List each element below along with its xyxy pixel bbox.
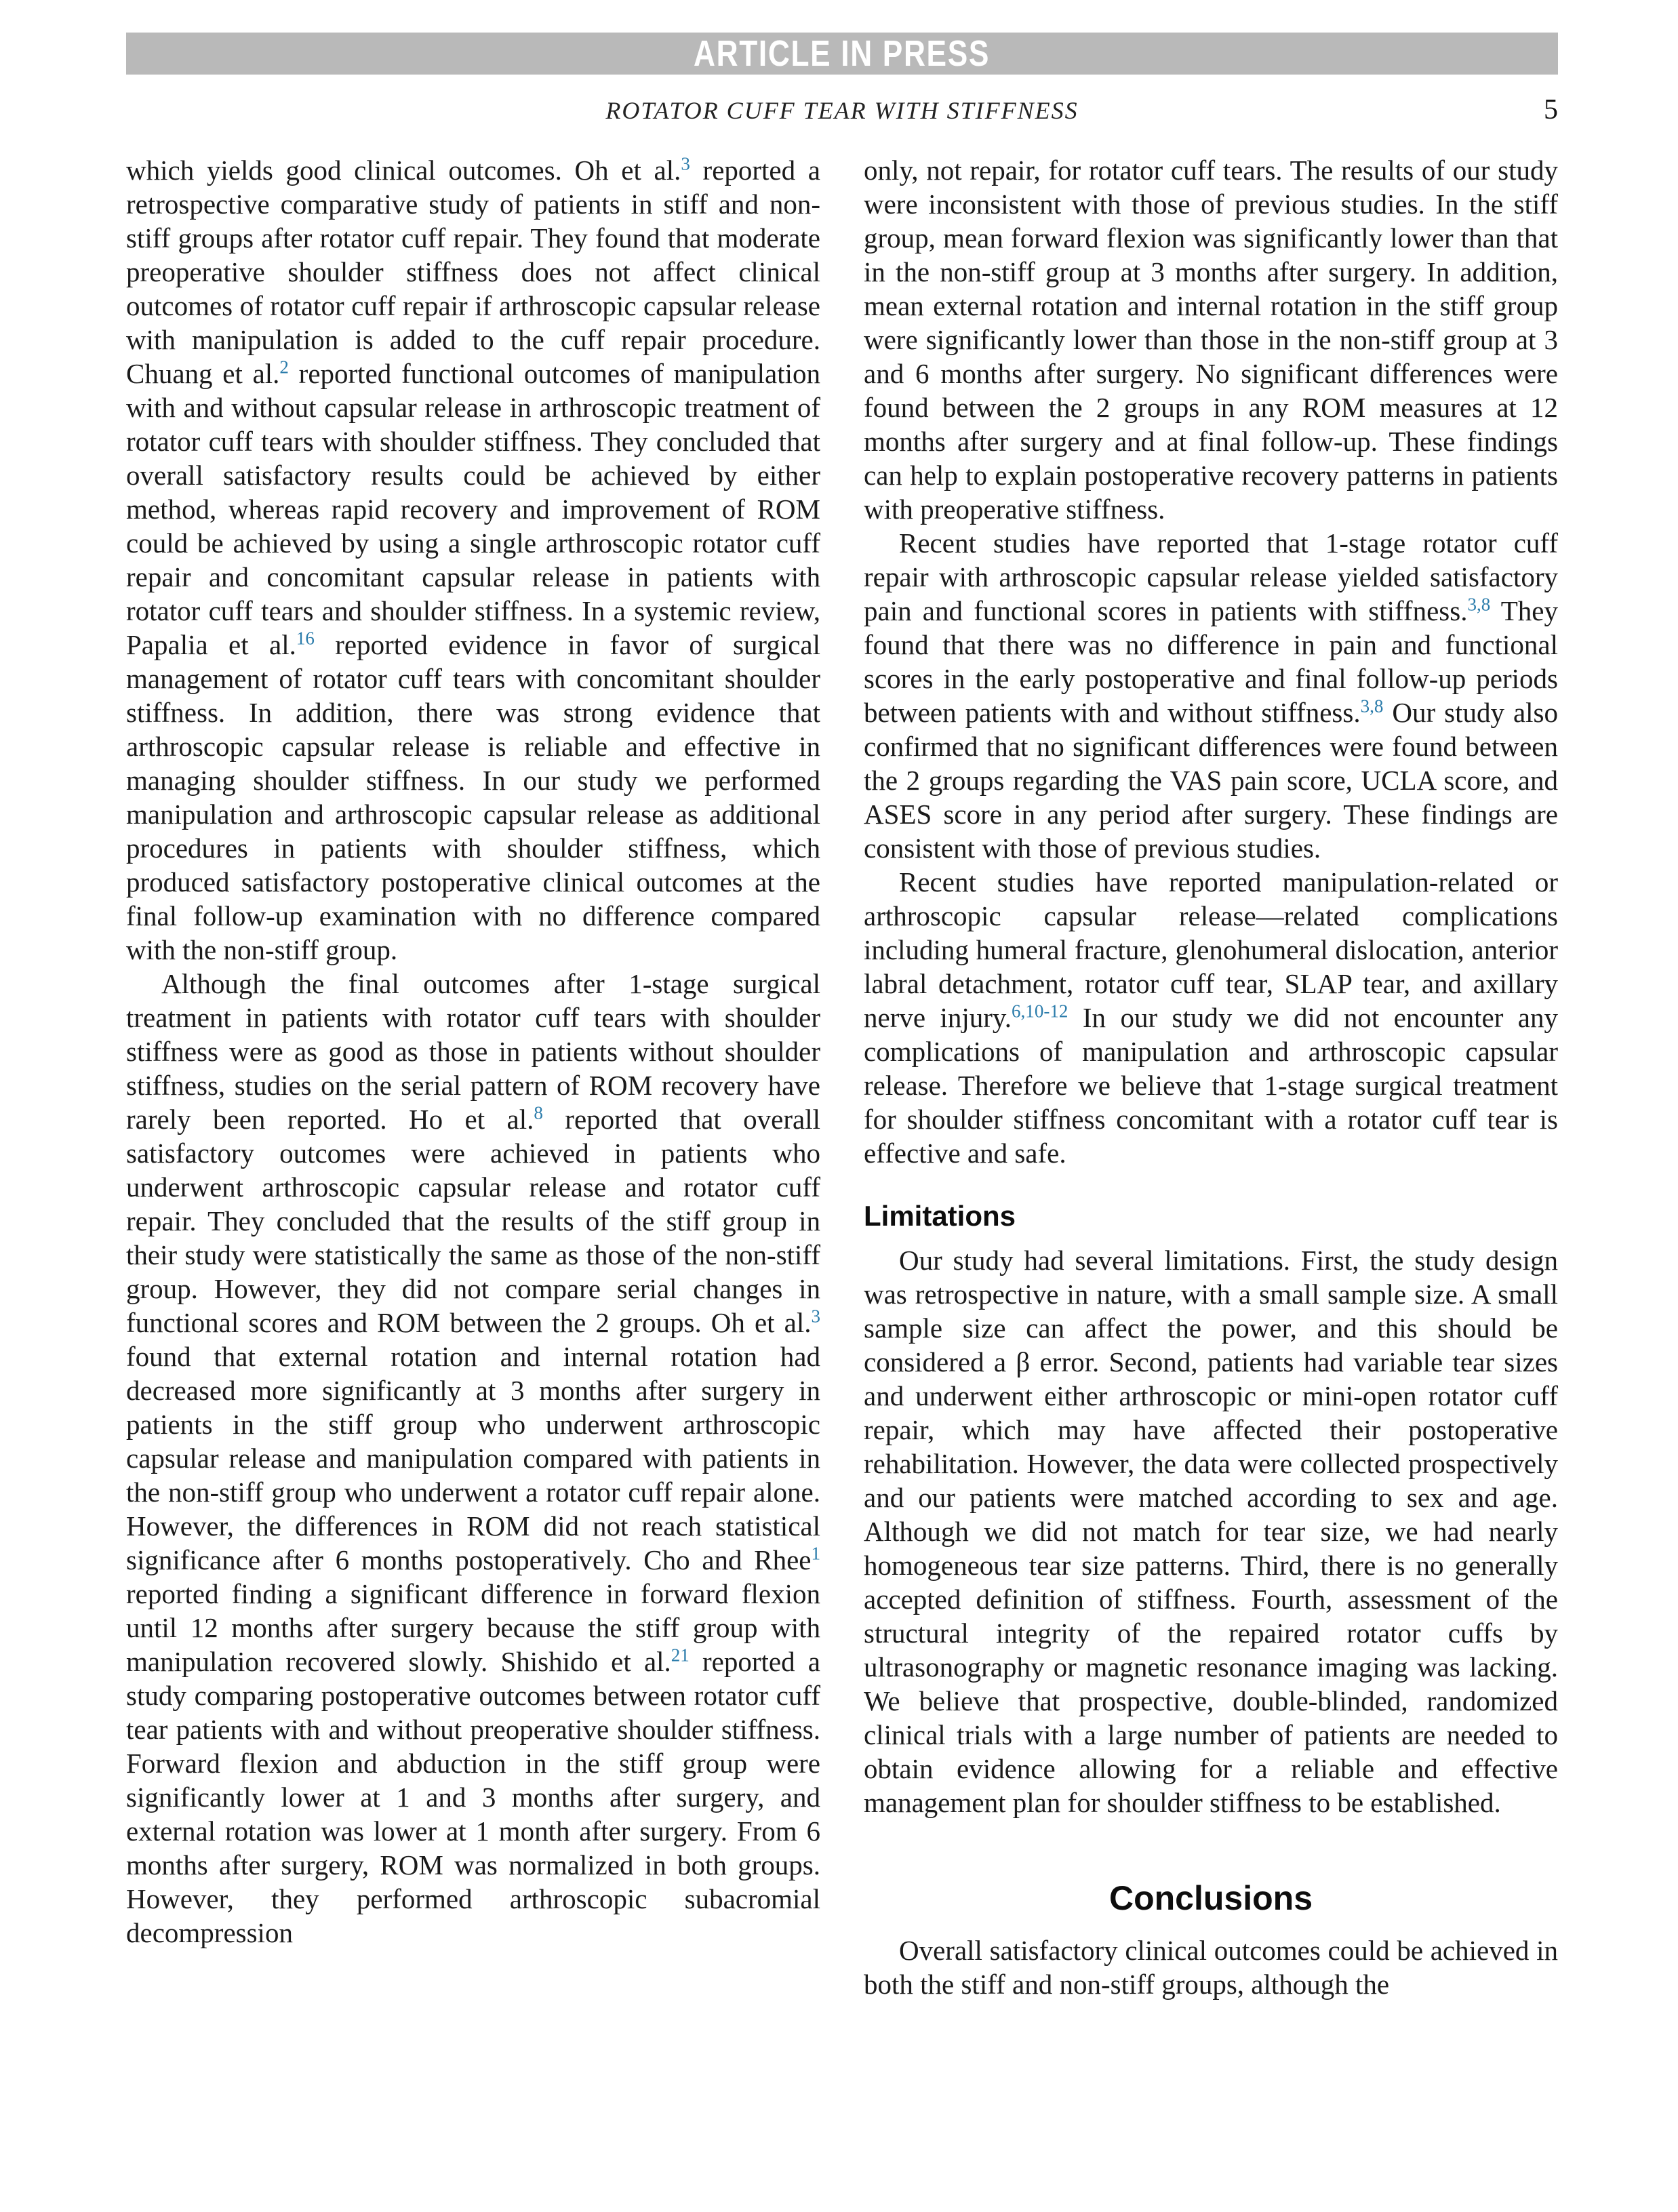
- two-column-body: [126, 153, 1558, 2001]
- citation-ref[interactable]: 1: [811, 1543, 820, 1564]
- running-head: [126, 96, 1558, 132]
- paragraph: Recent studies have reported manipulation-related or arthroscopic capsular release—related complications including humeral fracture, glenohumeral dislocation, anterior labral detachment, rotator cuff tear, SLAP tear, and axillary nerve injury.$^{6,10-12}$ In our study we did not encounter any complications of manipulation and arthroscopic capsular release. Therefore we believe that 1-stage surgical treatment for shoulder stiffness concomitant with a rotator cuff tear is effective and safe.: [864, 866, 1558, 1169]
- citation-ref[interactable]: 3,8: [1360, 696, 1384, 717]
- citation-ref[interactable]: 3: [681, 153, 690, 174]
- citation-ref[interactable]: 16: [296, 628, 315, 649]
- article-in-press-banner: [126, 33, 1558, 75]
- paragraph: Overall satisfactory clinical outcomes could be achieved in both the stiff and non-stiff groups, although the: [864, 1935, 1558, 2000]
- banner-text: ARTICLE IN PRESS: [694, 33, 991, 74]
- citation-ref[interactable]: 2: [279, 357, 289, 378]
- right-column: [864, 153, 1558, 2001]
- citation-ref[interactable]: 8: [534, 1102, 543, 1123]
- paragraph: which yields good clinical outcomes. Oh et al.$^3$ reported a retrospective comparative study of patients in stiff and non-stiff groups after rotator cuff repair. They found that moderate preoperative shoulder stiffness does not affect clinical outcomes of rotator cuff repair if arthroscopic capsular release with manipulation is added to the cuff repair procedure. Chuang et al.$^2$ reported functional outcomes of manipulation with and without capsular release in arthroscopic treatment of rotator cuff tears with shoulder stiffness. They concluded that overall satisfactory results could be achieved by either method, whereas rapid recovery and improvement of ROM could be achieved by using a single arthroscopic rotator cuff repair and concomitant capsular release in patients with rotator cuff tears and shoulder stiffness. In a systemic review, Papalia et al.$^{16}$ reported evidence in favor of surgical management of rotator cuff tears with concomitant shoulder stiffness. In addition, there was strong evidence that arthroscopic capsular release is reliable and effective in managing shoulder stiffness. In our study we performed manipulation and arthroscopic capsular release as additional procedures in patients with shoulder stiffness, which produced satisfactory postoperative clinical outcomes at the final follow-up examination with no difference compared with the non-stiff group.: [126, 153, 821, 965]
- citation-ref[interactable]: 3,8: [1467, 594, 1491, 615]
- page-number: 5: [1544, 94, 1558, 125]
- section-heading-conclusions: Conclusions: [1108, 1879, 1313, 1917]
- paragraph: Although the final outcomes after 1-stage surgical treatment in patients with rotator cuff tears with shoulder stiffness were as good as those in patients without shoulder stiffness, studies on the serial pattern of ROM recovery have rarely been reported. Ho et al.$^8$ reported that overall satisfactory outcomes were achieved in patients who underwent arthroscopic capsular release and rotator cuff repair. They concluded that the results of the stiff group in their study were statistically the same as those of the non-stiff group. However, they did not compare serial changes in functional scores and ROM between the 2 groups. Oh et al.$^3$ found that external rotation and internal rotation had decreased more significantly at 3 months after surgery in patients in the stiff group who underwent arthroscopic capsular release and manipulation compared with patients in the non-stiff group who underwent a rotator cuff repair alone. However, the differences in ROM did not reach statistical significance after 6 months postoperatively. Cho and Rhee$^1$ reported finding a significant difference in forward flexion until 12 months after surgery because the stiff group with manipulation recovered slowly. Shishido et al.$^{21}$ reported a study comparing postoperative outcomes between rotator cuff tear patients with and without preoperative shoulder stiffness. Forward flexion and abduction in the stiff group were significantly lower at 1 and 3 months after surgery, and external rotation was lower at 1 month after surgery. From 6 months after surgery, ROM was normalized in both groups. However, they performed arthroscopic subacromial decompression: [126, 968, 821, 1948]
- paragraph: only, not repair, for rotator cuff tears. The results of our study were inconsistent with those of previous studies. In the stiff group, mean forward flexion was significantly lower than that in the non-stiff group at 3 months after surgery. In addition, mean external rotation and internal rotation in the stiff group were significantly lower than those in the non-stiff group at 3 and 6 months after surgery. No significant differences were found between the 2 groups in any ROM measures at 12 months after surgery and at final follow-up. These findings can help to explain postoperative recovery patterns in patients with preoperative stiffness.: [864, 155, 1558, 525]
- section-heading-limitations: Limitations: [864, 1200, 1016, 1232]
- citation-ref[interactable]: 3: [811, 1306, 820, 1327]
- citation-ref[interactable]: 21: [671, 1645, 690, 1666]
- paragraph: Recent studies have reported that 1-stage rotator cuff repair with arthroscopic capsular release yielded satisfactory pain and functional scores in patients with stiffness.$^{3,8}$ They found that there was no difference in pain and functional scores in the early postoperative and final follow-up periods between patients with and without stiffness.$^{3,8}$ Our study also confirmed that no significant differences were found between the 2 groups regarding the VAS pain score, UCLA score, and ASES score in any period after surgery. These findings are consistent with those of previous studies.: [864, 527, 1558, 864]
- running-head-title: ROTATOR CUFF TEAR WITH STIFFNESS: [605, 97, 1079, 124]
- left-column: [126, 153, 820, 2001]
- citation-ref[interactable]: 6,10-12: [1012, 1001, 1068, 1022]
- paragraph: Our study had several limitations. First, the study design was retrospective in nature, with a small sample size. A small sample size can affect the power, and this should be considered a β error. Second, patients had variable tear sizes and underwent either arthroscopic or mini-open rotator cuff repair, which may have affected their postoperative rehabilitation. However, the data were collected prospectively and our patients were matched according to sex and age. Although we did not match for tear size, we had nearly homogeneous tear size patterns. Third, there is no generally accepted definition of stiffness. Fourth, assessment of the structural integrity of the repaired rotator cuffs by ultrasonography or magnetic resonance imaging was lacking. We believe that prospective, double-blinded, randomized clinical trials with a large number of patients are needed to obtain evidence allowing for a reliable and effective management plan for shoulder stiffness to be established.: [864, 1245, 1558, 1818]
